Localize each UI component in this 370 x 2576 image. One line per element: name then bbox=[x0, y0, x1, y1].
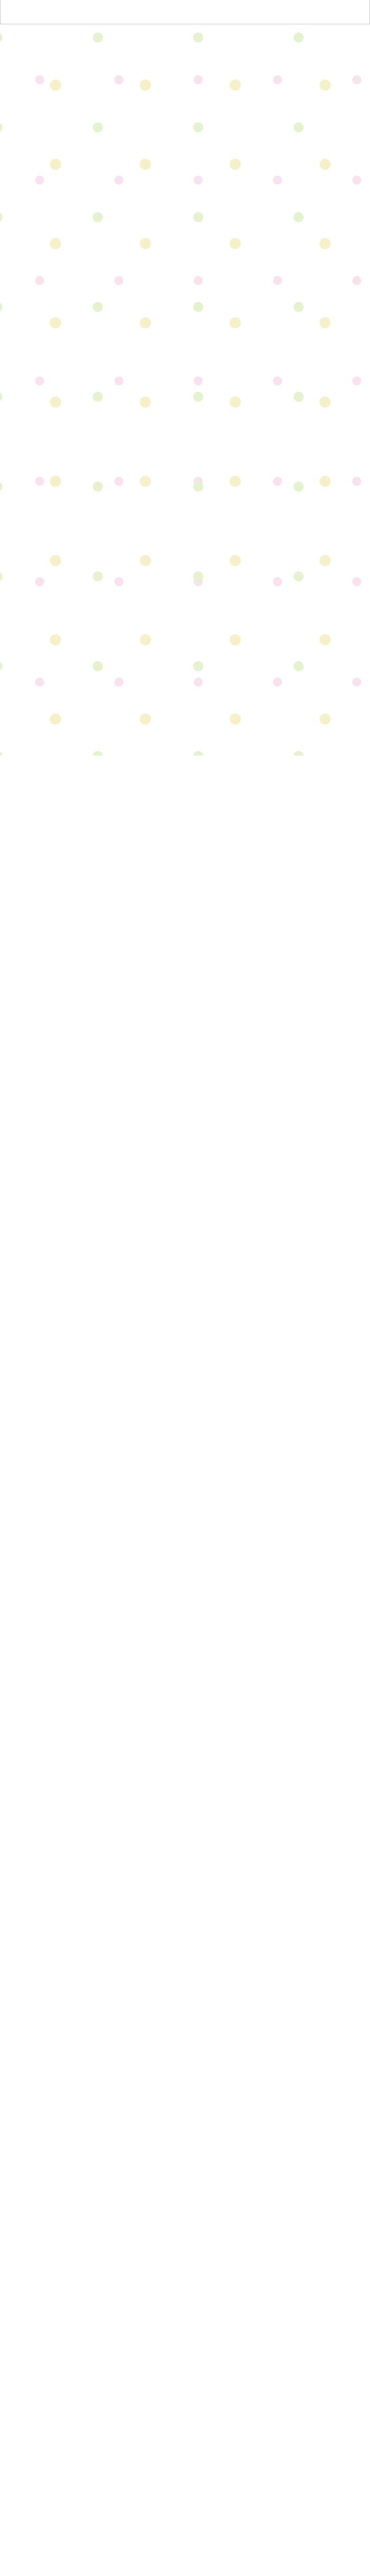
tab-bar bbox=[0, 0, 370, 24]
background-dots bbox=[0, 24, 370, 755]
